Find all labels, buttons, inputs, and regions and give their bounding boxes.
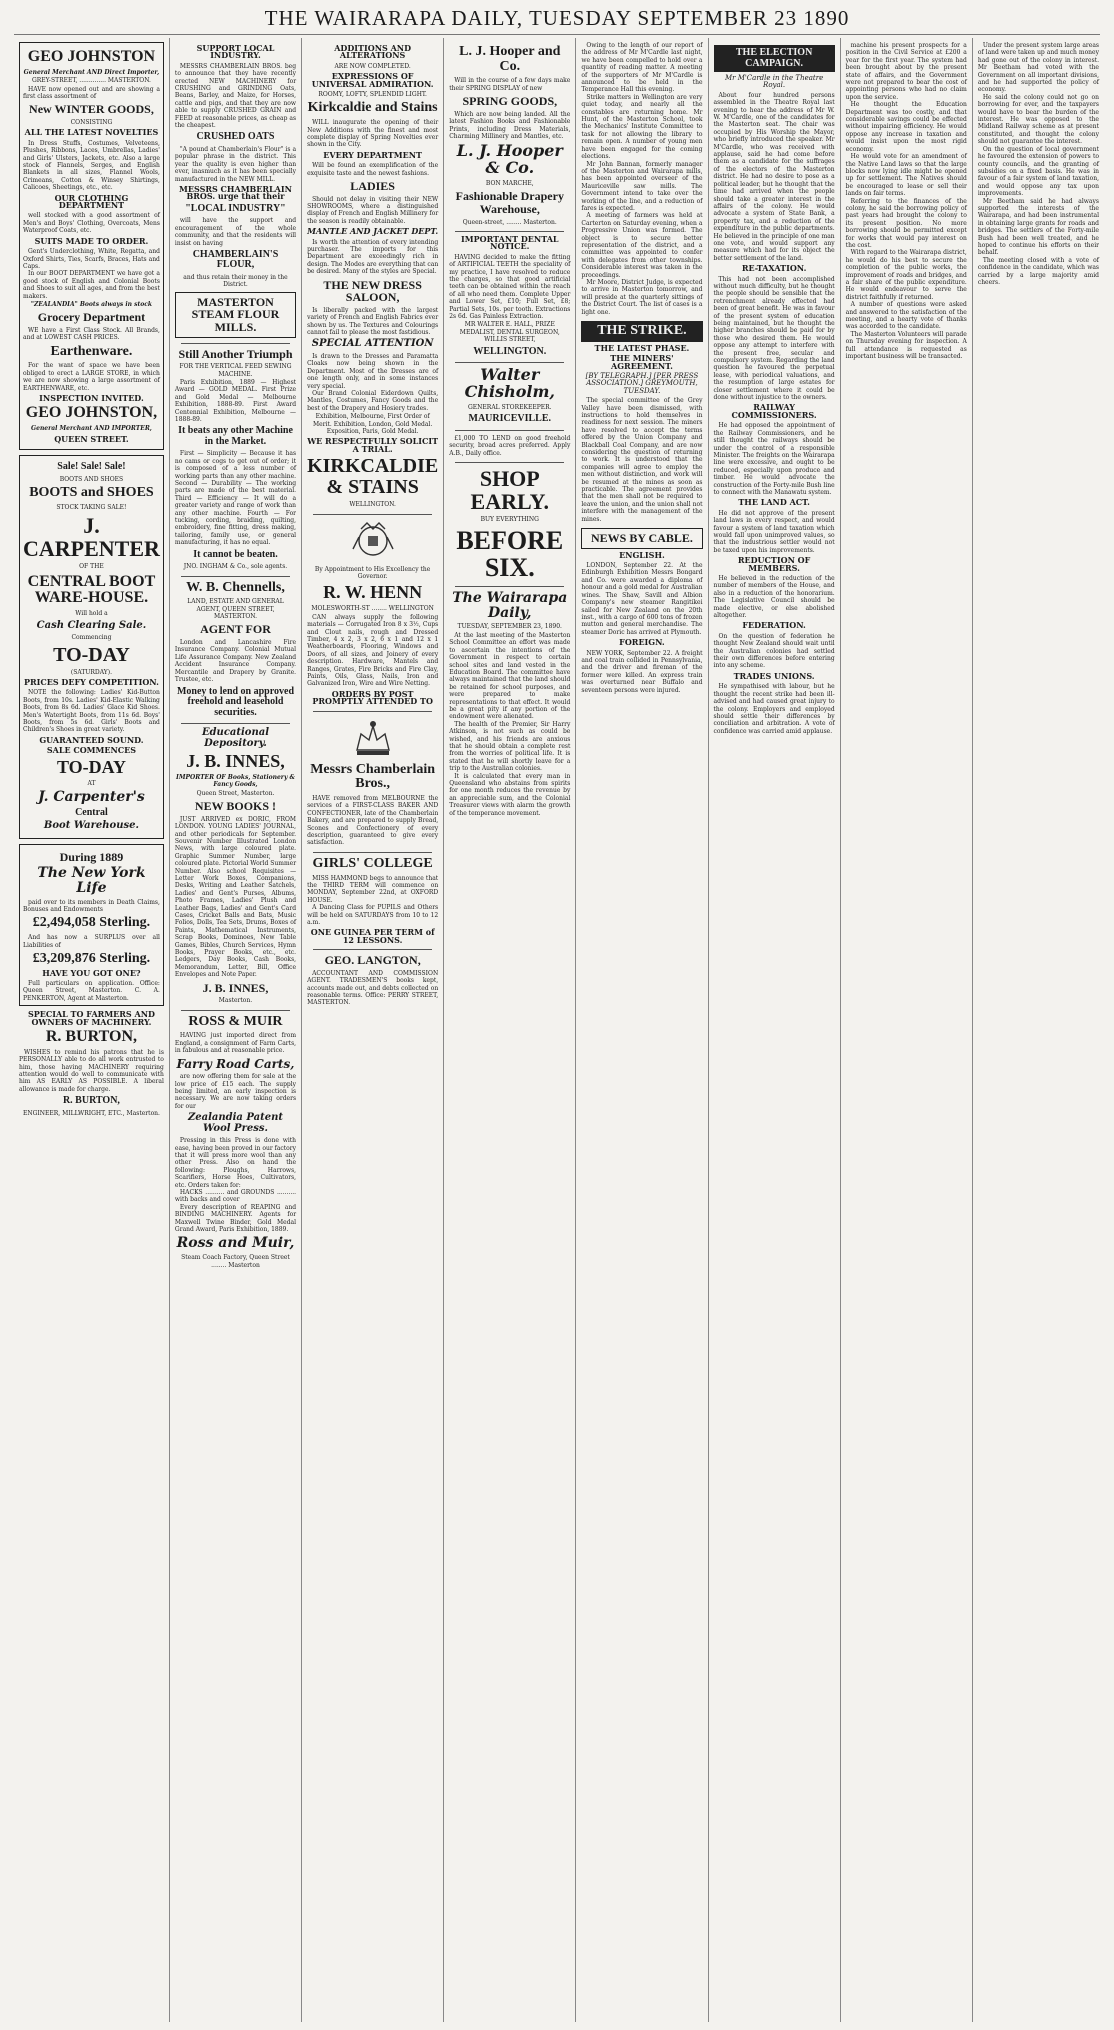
advert-text: "A pound at Chamberlain's Flour" is a popular phrase in the district. This year the quality is even higher than ever, inasmuch as it has been specially manufactured in the NEW MILL. [174,145,297,183]
advert-heading: MAURICEVILLE. [468,413,552,425]
royal-crest-icon [349,519,397,563]
advert-heading: R. BURTON, [45,1028,138,1046]
girls-college-advert [307,857,438,944]
advert-text: HACKS .......... and GROUNDS .......... with backs and cover [174,1189,297,1204]
advert-text: well stocked with a good assortment of Men's and Boys' Clothing, Overcoats, Mens Waterproof Coats, etc. [23,212,160,235]
advert-text: In Dress Stuffs, Costumes, Velveteens, Plushes, Ribbons, Laces, Umbrellas, Ladies' and Girls' Ulsters, Jackets, etc. Also a large stock of Flannels, Serges, and English Blankets in all sizes, Flannel Wools, Crimeans, Cotton & Winsey Shirtings, Calicoes, Sheetings, etc., etc. [23,139,160,192]
advert-subheading: SALE COMMENCES [46,745,137,756]
divider [455,231,564,232]
divider [181,576,290,577]
burton-advert [19,1011,164,1117]
article-text: Owing to the length of our report of the address of Mr M'Cardle last night, we have been compelled to hold over a quantity of reading matter. A meeting of the supporters of Mr M'Cardle is announced to be held in the Temperance Hall this evening. [581,42,703,94]
advert-heading: AGENT FOR [200,622,271,637]
advert-subheading: MR WALTER E. HALL, PRIZE MEDALIST, DENTAL SURGEON, WILLIS STREET, [459,321,560,344]
advert-heading: SPRING GOODS, [462,94,558,109]
advert-subheading: Queen Street, Masterton. [196,789,275,797]
masthead-rule [14,34,1100,35]
advert-subheading: SUITS MADE TO ORDER. [34,235,149,246]
article-text: Mr Beetham said he had always supported the interests of the Wairarapa, and had been instrumental in obtaining large grants for roads and bridges. The settlers of the Forty-mile Bush had been well treated, and he hoped to continue his efforts on their behalf. [977,197,1099,257]
advert-subheading: WELLINGTON. [349,501,396,509]
chennells-advert [175,581,296,718]
advert-text: MESSRS CHAMBERLAIN BROS. beg to announce that they have recently erected NEW MACHINERY for CRUSHING and GRINDING Oats, Beans, Barley, and Maize, for Horses, cattle and pigs, and that they are now able to supply CRUSHED GRAIN and FEED at reasonable prices, as cheap as the cheapest. [174,62,297,130]
article-text: He sympathised with labour, but he thought the recent strike had been ill-advised and had caused great injury to the colony. Employers and employed should settle their differences by conciliation and arbitration. A vote of confidence was carried amid applause. [713,683,835,735]
advert-heading: R. BURTON, [62,1095,120,1107]
royal-crest-icon [349,716,397,760]
advert-heading: Educational Depository. [201,727,270,749]
advert-heading: NEW BOOKS ! [194,799,277,814]
advert-heading: CHAMBERLAIN'S FLOUR, [192,248,279,271]
advert-subheading: IMPORTANT DENTAL NOTICE. [461,234,559,252]
article-text: He said the colony could not go on borrowing for ever, and the taxpayers would have to bear the burden of the interest. He was opposed to the Midland Railway scheme as at present constituted, and thought the colony should not guarantee the interest. [977,93,1099,146]
advert-text: Which are now being landed. All the latest Fashion Books and Fashionable Prints, including Dress Materials, Charming Millinery and Mantles, etc. [449,110,571,140]
divider [313,852,432,853]
advert-heading: Kirkcaldie and Stains [307,100,438,116]
advert-text: WISHES to remind his patrons that he is PERSONALLY able to do all work entrusted to him, those having MACHINERY requiring attention would do well to communicate with him AS EARLY AS POSSIBLE. A liberal allowance is made for charge. [19,1048,164,1093]
advert-subheading: STOCK TAKING SALE! [56,503,127,511]
divider [181,343,290,344]
advert-heading: Cash Clearing Sale. [36,619,147,631]
advert-text: Will in the course of a few days make their SPRING DISPLAY of new [449,77,571,92]
advert-heading: £2,494,058 Sterling. [32,915,151,931]
advert-subheading: ONE GUINEA PER TERM of 12 LESSONS. [310,927,435,945]
advert-heading: BEFORE SIX. [456,525,564,582]
advert-heading: SPECIAL ATTENTION [311,338,434,350]
election-article-continued [846,42,967,360]
advert-heading: Walter Chisholm, [464,365,555,401]
article-text: He would vote for an amendment of the Native Land laws so that the large blocks now lying idle might be opened up for settlement. The Natives should be encouraged to lease or sell their lands on fair terms. [845,153,967,198]
advert-heading: GEO. LANGTON, [324,953,421,968]
advert-heading: L. J. Hooper & Co. [456,141,563,178]
new-york-life-advert [19,844,164,1007]
advert-heading: "LOCAL INDUSTRY" [185,202,286,214]
strike-article [581,321,702,523]
column-7 [840,38,972,2022]
advert-subheading: and thus retain their money in the District. [183,273,288,289]
ross-muir-advert [175,1015,296,1269]
advert-text: Is worth the attention of every intending purchaser. The imports for this Department are exceedingly rich in design. The Modes are everything that can be desired. Many of the styles are Special. [307,238,439,276]
article-subheading: THE LATEST PHASE. [594,342,690,353]
advert-text: are now offering them for sale at the low price of £15 each. The supply being limited, an early inspection is necessary. We are now taking orders for our [174,1073,297,1110]
divider [455,430,564,431]
advert-text: London and Lancashire Fire Insurance Company. Colonial Mutual Life Assurance Company. New Zealand Accident Insurance Company. Mercantile and Drapery by Granite. Trustee, etc. [174,639,297,684]
article-text: It is calculated that every man in Queensland who abstains from spirits for one month reduces the revenue by an appreciable sum, and the Colonial Treasurer views with alarm the growth of the temperance movement. [449,772,571,817]
advert-text: Is liberally packed with the largest variety of French and English Fabrics ever shown by us. The Textures and Colourings cannot fail to please the most fastidious. [307,306,439,337]
advert-text: WE have a First Class Stock. All Brands, and at LOWEST CASH PRICES. [23,326,160,342]
advert-text: MISS HAMMOND begs to announce that the THIRD TERM will commence on MONDAY, September 22nd, at OXFORD HOUSE. [307,874,439,904]
masthead: THE WAIRARAPA DAILY, TUESDAY SEPTEMBER 23 1890 [264,6,850,30]
article-subheading: THE MINERS' AGREEMENT. [610,353,674,371]
advert-subheading: SPECIAL TO FARMERS AND OWNERS OF MACHINERY. [27,1009,155,1027]
article-text: With regard to the Wairarapa district, he would do his best to secure the completion of the public works, the improvement of roads and bridges, and a fair share of the public expenditure. He would endeavour to serve the district faithfully if returned. [845,249,967,301]
advert-subheading: Will hold a [75,610,108,618]
chamberlain-bakery-advert [307,716,438,847]
advert-heading: Messrs Chamberlain Bros., [310,761,436,792]
advert-address: GREY-STREET, .............. MASTERTON. [31,77,151,85]
advert-subheading: (SATURDAY). [70,668,113,676]
newspaper-title: The Wairarapa Daily, [452,590,568,621]
advert-subheading: HAVE YOU GOT ONE? [42,967,141,978]
advert-subheading: SUPPORT LOCAL INDUSTRY. [196,43,275,61]
hooper-advert [449,45,570,226]
advert-heading: It cannot be beaten. [193,548,278,560]
advert-heading: J. B. INNES, [202,980,269,995]
advert-heading: Ross and Muir, [176,1235,295,1252]
article-text: NEW YORK, September 22. A freight and coal train collided in Pennsylvania, and the driver and fireman of the former were killed. An express train was overturned near Buffalo and seventeen persons were injured. [581,649,703,694]
article-text: This had not been accomplished without much difficulty, but he thought the people should be sensible that the retrenchment already effected had been of great benefit. He was in favour of the present system of education being maintained, but he thought the higher branches should be paid for by those who desired them. He would oppose any attempt to interfere with the present free, secular and compulsory system. Regarding the land question he favoured the perpetual lease, with periodical valuations, and the resumption of large estates for closer settlement where it could be done without injustice to the owners. [713,275,835,402]
article-subheading: REDUCTION OF MEMBERS. [737,555,811,573]
column-2 [169,38,301,2022]
advert-text: HAVING just imported direct from England, a consignment of Farm Carts, in fabulous and at reasonable price. [174,1032,297,1055]
article-text: He did not approve of the present land laws in every respect, and would favour a system of land taxation which would fall upon unimproved values, so that the industrious settler would not be taxed upon his improvements. [713,509,835,554]
divider [313,949,432,950]
advert-heading: J. B. INNES, [186,751,285,771]
article-heading: THE STRIKE. [581,321,702,342]
article-dateline: [BY TELEGRAPH.] [PER PRESS ASSOCIATION.] GREYMOUTH, TUESDAY. [585,371,699,395]
column-3 [301,38,443,2022]
article-text: The special committee of the Grey Valley have been dismissed, with instructions to hold themselves in readiness for next session. The miners have resolved to accept the terms offered by the Union Company and Blackball Coal Company, and are now considering the question of returning to work. It is understood that the companies will agree to employ the men without distinction, and work will be resumed at the mines as soon as practicable. The agreement provides that the men shall not be required to leave the union, and the union shall not interfere with the management of the mines. [581,397,703,523]
advert-subheading: BON MARCHE, [485,180,534,187]
advert-heading: New WINTER GOODS, [29,102,154,117]
langton-advert [307,954,438,1007]
column-5 [575,38,707,2022]
advert-subheading: Steam Coach Factory, Queen Street ........ Masterton [181,1254,290,1269]
advert-heading: It beats any other Machine in the Market. [178,425,293,447]
advert-subheading: MANTLE AND JACKET DEPT. [307,226,439,237]
advert-heading: MASTERTON STEAM FLOUR MILLS. [175,292,296,338]
advert-heading: Still Another Triumph [178,346,293,361]
advert-subheading: Commencing [71,634,112,642]
advert-subheading: "ZEALANDIA" Boots always in stock [30,300,153,308]
advert-heading: CENTRAL BOOT WARE-HOUSE. [27,572,156,607]
local-news [581,42,702,316]
advert-text: JUST ARRIVED ex DORIC, FROM LONDON. YOUNG LADIES' JOURNAL, and other periodicals for September. Souvenir Number Illustrated London News, with large coloured plate. Graphic Summer Number, large coloured plate. Pictorial World Summer Number. Also school Requisites — Letter Work Boxes, Companions, Desks, Writing and Leather Satchels, Ladies' and Gent's Purses, Albums, Photo Frames, Ladies' Plush and Leather Bags, Ladies' and Gent's Card Cases, Cricket Balls and Bats, Music Folios, Dolls, Tea Sets, Drums, Boxes of Paints, Mathematical Instruments, Scrap Books, Dominoes, New Table Games, Bibles, Church Services, Hymn Books, Prayer Books, etc., etc. Ledgers, Day Books, Cash Books, Memorandum, Letter, Bill, Office Envelopes and Note Paper. [174,815,297,979]
henn-advert [307,519,438,706]
article-subheading: FEDERATION. [742,620,806,631]
innes-advert [175,728,296,1005]
article-text: About four hundred persons assembled in the Theatre Royal last evening to hear the address of Mr W. W. M'Cardle, one of the candidates for the Masterton seat. The chair was occupied by His Worship the Mayor, who briefly introduced the speaker. Mr M'Cardle, who was received with applause, said he had come before them as a candidate for the suffrages of the electors of the Masterton district. He had no desire to pose as a political leader, but he thought that the time had arrived when the people should take a greater interest in the affairs of the colony. He would advocate a system of State Bank, a property tax, and a reduction of the expenditure in the public departments. He believed in the principle of one man one vote, and would support any measure which had for its object the better settlement of the land. [713,91,835,262]
advert-heading: Sale! Sale! Sale! [57,461,126,473]
advert-subheading: OUR CLOTHING DEPARTMENT [54,192,129,211]
article-text: A number of questions were asked and answered to the satisfaction of the meeting, and a hearty vote of thanks was accorded to the candidate. [845,301,967,331]
advert-heading: Farry Road Carts, [176,1056,295,1071]
advert-subheading: GENERAL STOREKEEPER. [468,403,552,411]
advert-text: Is drawn to the Dresses and Paramatta Cloaks now being shown in the Department. Most of the Dresses are of one length only, and in some instances very special. [307,352,439,390]
advert-subheading: LAND, ESTATE AND GENERAL AGENT, QUEEN STREET, MASTERTON. [187,598,284,621]
carpenter-advert [19,455,164,839]
advert-subheading: ADDITIONS AND ALTERATIONS [334,43,412,61]
advert-text: Gent's Underclothing, White, Regatta, and Oxford Shirts, Ties, Scarfs, Braces, Hats and Caps. [23,248,160,270]
advert-heading: GEO JOHNSTON, [25,404,158,422]
editorial-date: TUESDAY, SEPTEMBER 23, 1890. [457,623,562,631]
loan-advert [449,435,570,457]
election-article [714,45,835,735]
column-1 [14,38,169,2022]
advert-text: HAVE now opened out and are showing a first class assortment of [23,85,160,101]
article-text: Strike matters in Wellington are very quiet today, and nearly all the constables are returning home. Mr Hunt, of the Masterton School, took the Mechanics' Institute Committee to task for not allowing the library to remain open. A number of young men have been engaged for the coming elections. [581,93,703,161]
advert-heading: J. CARPENTER [23,513,160,562]
article-text: The health of the Premier, Sir Harry Atkinson, is not such as could be wished, and his friends are anxious that he should obtain a complete rest from the worries of political life. It is stated that he will shortly leave for a trip to the Australian colonies. [449,720,571,773]
advert-subheading: GUARANTEED SOUND. [39,734,144,745]
dental-advert [449,236,570,357]
political-article [978,42,1099,286]
chisholm-advert [449,367,570,425]
advert-heading: The New York Life [37,865,146,896]
advert-heading: Boot Warehouse. [43,820,139,832]
article-text: He had opposed the appointment of the Railway Commissioners, and he still thought the railways should be under the control of a responsible Minister. The freights on the Wairarapa line were excessive, and ought to be reduced, especially upon produce and timber. He would advocate the construction of the Forty-mile Bush line to connect with the Manawatu system. [713,422,835,496]
advert-subheading: General Merchant AND Direct Importer, [23,68,160,76]
advert-subheading: ROOMY, LOFTY, SPLENDID LIGHT. [318,91,427,99]
article-text: On the question of federation he thought New Zealand should wait until the Australian colonies had settled their own differences before entering into any scheme. [713,632,835,670]
advert-text: Every description of REAPING and BINDING MACHINERY. Agents for Maxwell Twine Binder, Gold Medal Grand Award, Paris Exhibition, 1889. [174,1203,297,1234]
column-6 [708,38,840,2022]
article-text: Under the present system large areas of land were taken up and much money had gone out of the colony in interest. Mr Beetham had voted with the Government on all important divisions, and he had supported the policy of economy. [977,42,1099,94]
advert-text: ACCOUNTANT AND COMMISSION AGENT. TRADESMEN'S books kept, accounts made out, and debts collected on reasonable terms. Office: PERRY STREET, MASTERTON. [307,969,439,1007]
article-text: A meeting of farmers was held at Carterton on Saturday evening, when a Progressive Union was formed. The object is to secure better representation of the district, and a committee was appointed to confer with delegates from other townships. Considerable interest was taken in the proceedings. [581,212,703,279]
divider [181,723,290,724]
advert-text: In our BOOT DEPARTMENT we have got a good stock of English and Colonial Boots and Shoes to suit all ages, and from the best makers. [23,270,160,300]
advert-heading: J. Carpenter's [38,788,145,805]
article-text: The meeting closed with a vote of confidence in the candidate, which was carried by a large majority amid cheers. [977,256,1099,286]
article-subheading: ENGLISH. [619,549,665,560]
article-heading: THE ELECTION CAMPAIGN. [714,45,835,72]
advert-text: will have the support and encouragement of the whole community, and that the residents will insist on having [174,217,297,247]
column-8 [972,38,1104,2022]
editorial [449,591,570,817]
divider [455,362,564,363]
advert-text: Will be found an exemplification of the exquisite taste and the newest fashions. [307,162,439,177]
advert-text: NOTE the following: Ladies' Kid-Button Boots, from 10s. Ladies' Kid-Elastic Walking Boots, from 8s 6d. Ladies' Glace Kid Shoes. Men's Watertight Boots, from 11s 6d. Boys' Boots, from 5s 6d. Girls' Boots and Children's Shoes in great variety. [23,689,160,734]
advert-heading: £3,209,876 Sterling. [32,950,151,966]
advert-heading: GIRLS' COLLEGE [312,855,433,871]
article-heading: NEWS BY CABLE. [581,528,702,549]
article-subheading: FOREIGN. [619,637,665,648]
advert-text: WILL inaugurate the opening of their New Additions with the finest and most complete display of Spring Novelties ever shown in the City. [307,119,439,149]
advert-heading: Zealandia Patent Wool Press. [187,1112,283,1134]
article-subheading: THE LAND ACT. [738,497,810,508]
advert-text: For the want of space we have been obliged to erect a LARGE STORE, in which we are now showing a large assortment of EARTHENWARE, etc. [23,362,160,392]
advert-subheading: BOOTS AND SHOES [59,475,124,483]
advert-heading: LADIES [350,178,395,193]
advert-subheading: ORDERS BY POST PROMPTLY ATTENDED TO [312,688,433,707]
article-text: He believed in the reduction of the number of members of the House, and also in a reduction of the honorarium. The Legislative Council should be made elective, or else abolished altogether. [713,575,835,620]
shop-early-advert [449,467,570,581]
article-text: The Masterton Volunteers will parade on Thursday evening for inspection. A full attendance is requested as important business will be transacted. [845,330,967,361]
advert-heading: CRUSHED OATS [196,131,275,143]
advert-text: A Dancing Class for PUPILS and Others will be held on SATURDAYS from 10 to 12 a.m. [307,904,439,926]
article-text: On the question of local government he favoured the extension of powers to county councils, and the granting of subsidies on a fixed basis. He was in favour of a fair system of land taxation, and would oppose any tax upon improvements. [977,145,1099,198]
advert-heading: SHOP EARLY. [470,465,550,514]
advert-heading: BOOTS and SHOES [29,485,154,500]
article-subheading: TRADES UNIONS. [733,670,815,681]
advert-text: paid over to its members in Death Claims, Bonuses and Endowments [23,898,160,914]
advert-heading: During 1889 [59,849,124,864]
advert-subheading: BUY EVERYTHING [480,516,539,524]
advert-heading: TO-DAY [53,643,130,666]
article-text: machine his present prospects for a position in the Civil Service at £200 a year for the first year. The system had been brought about by the present state of affairs, and the Government were not prepared to bear the cost of appointing persons who had no claim upon the service. [845,42,967,101]
advert-subheading: CONSISTING [70,119,113,127]
advert-subheading: EXPRESSIONS OF UNIVERSAL ADMIRATION. [311,71,434,89]
advert-subheading: By Appointment to His Excellency the Governor. [314,565,431,581]
advert-heading: WELLINGTON. [473,345,547,357]
advert-subheading: Exhibition, Melbourne, First Order of Merit. Exhibition, London, Gold Medal. Exposition, Paris, Gold Medal. [313,413,433,435]
article-subheading: RE-TAXATION. [741,263,807,274]
advert-subheading: PRICES DEFY COMPETITION. [24,677,159,687]
advert-heading: Central [75,806,108,818]
article-text: Mr John Bannan, formerly manager of the Masterton and Wairarapa mills, has been appointed overseer of the Mauriceville saw mills. The Government intend to take over the working of the line, and a reduction of fares is expected. [581,160,703,212]
advert-text: And has now a SURPLUS over all Liabilities of [23,934,160,949]
cable-news [581,528,702,694]
advert-heading: THE NEW DRESS SALOON, [323,277,422,305]
article-text: Referring to the finances of the colony, he said the borrowing policy of past years had brought the colony to its present position. No more borrowing should be permitted except for works that would pay interest on the cost. [845,197,967,249]
advert-subheading: FOR THE VERTICAL FEED SEWING MACHINE. [179,363,292,378]
divider [455,462,564,463]
advert-text: First — Simplicity — Because it has no cams or cogs to get out of order; it is composed of a less number of working parts than any other machine. Second — Durability — The working parts are made of the best material. Third — Efficiency — It will do a greater variety and range of work than any other machine. Fourth — For tucking, cording, braiding, quilting, embroidery, fine fitting, dress making, tailoring, family use, or general manufacturing, it has no equal. [174,450,297,547]
advert-text: Full particulars on application. Office: Queen Street, Masterton. C. A. PENKERTON, Agent at Masterton. [23,980,160,1002]
advert-text: HAVE removed from MELBOURNE the services of a FIRST-CLASS BAKER AND CONFECTIONER, late of the Chamberlain Bakery, and are prepared to supply Bread, Scones and Confectionery of every description, guaranteed to give every satisfaction. [307,794,439,847]
advert-subheading: EVERY DEPARTMENT [323,149,422,160]
advert-text: £1,000 TO LEND on good freehold security, broad acres preferred. Apply A.B., Daily office. [449,434,571,457]
advert-heading: W. B. Chennells, [186,579,285,595]
advert-subheading: OF THE [79,563,104,571]
columns [14,38,1104,2022]
advert-text: CAN always supply the following materials — Corrugated Iron 8 x 3½, Cups and Clout nails, rough and Dressed Timber, 4 x 2, 3 x 2, 6 x 1 and 12 x 1 Weatherboards, Flooring, Windows and Doors, of all sizes, and Joinery of every description. Hardware, Mantels and Ranges, Grates, Fire Bricks and Fire Clay, Paints, Oils, Glass, Nails, Iron and Galvanized Iron, Wire and Wire Netting. [307,613,439,688]
advert-subheading: JNO. INGHAM & Co., sole agents. [183,563,288,571]
advert-subheading: Queen-street, ........ Masterton. [462,218,557,226]
advert-heading: Grocery Department [37,310,146,325]
advert-address: QUEEN STREET. [54,433,129,444]
advert-text: Should not delay in visiting their NEW SHOWROOMS, where a distinguished display of French and English Millinery for the season is readily obtainable. [307,195,439,225]
advert-subheading: ALL THE LATEST NOVELTIES [24,127,159,138]
divider [313,711,432,712]
article-text: He thought the Education Department was too costly, and that considerable savings could be effected without impairing efficiency. He would oppose any increase in taxation and would insist upon the most rigid economy. [845,101,967,153]
advert-heading: L. J. Hooper and Co. [459,44,561,74]
kirkcaldie-advert [307,45,438,509]
advert-subheading: ENGINEER, MILLWRIGHT, ETC., Masterton. [22,1109,160,1117]
article-text: Mr Moore, District Judge, is expected to arrive in Masterton tomorrow, and will preside at the quarterly sittings of the District Court. The list of cases is a light one. [581,279,703,316]
divider [455,586,564,587]
advert-heading: Money to lend on approved freehold and leasehold securities. [176,685,295,718]
advert-text: Our Brand Colonial Eiderdown Quilts, Mantles, Costumes, Fancy Goods and the best of the Drapery and Hosiery trades. [307,389,439,412]
article-text: At the last meeting of the Masterton School Committee an effort was made to ascertain the intentions of the Government in respect to certain school sites and land vested in the Education Board. The committee have always maintained that the land should be retained for school purposes, and were prepared to make representations to that effect. It would be a great pity if any portion of the endowment were alienated. [449,631,571,721]
advert-subheading: MESSRS CHAMBERLAIN BROS. urge that their [179,184,292,202]
chamberlain-advert [175,45,296,338]
advert-heading: TO-DAY [56,756,126,777]
article-text: LONDON, September 22. At the Edinburgh Exhibition Messrs Bongard and Co. were awarded a diploma of honour and a gold medal for Australian wines. The Shaw, Savill and Albion Company's new steamer Rangitikei sailed for New Zealand on the 20th inst., with a cargo of 600 tons of frozen mutton and general merchandise. The steamer Doric has arrived at Plymouth. [581,562,703,636]
advert-heading: Earthenware. [50,343,133,359]
advert-subheading: IMPORTER OF Books, Stationery & Fancy Goods, [176,773,295,789]
advert-subheading: ARE NOW COMPLETED. [334,62,411,70]
divider [181,1010,290,1011]
advert-heading: ROSS & MUIR [188,1013,283,1029]
advert-text: Pressing in this Press is done with ease, having been proved in our factory that it will press more wool than any other Press. Also on hand the following: Ploughs, Harrows, Scarifiers, Horse Hoes, Cultivators, etc. Orders taken for: [174,1137,297,1189]
article-subheading: Mr M'Cardle in the Theatre Royal. [724,74,824,90]
advert-heading: Fashionable Drapery Warehouse, [455,189,564,216]
advert-subheading: AT [87,779,96,787]
advert-text: Paris Exhibition, 1889 — Highest Award — GOLD MEDAL. First Prize and Gold Medal — Melbourne Exhibition, 1888-89. First Award Centennial Exhibition, Melbourne — 1888-89. [174,378,297,423]
advert-subheading: WE RESPECTFULLY SOLICIT A TRIAL. [307,436,439,454]
sewing-machine-advert [175,348,296,571]
advert-subheading: MOLESWORTH-ST ........ WELLINGTON [311,605,434,613]
column-4 [443,38,575,2022]
advert-heading: KIRKCALDIE & STAINS [307,455,439,499]
geo-johnston-advert [19,42,164,450]
advert-heading: R. W. HENN [323,582,423,603]
advert-subheading: INSPECTION INVITED. [39,393,144,404]
advert-heading: GEO JOHNSTON [27,48,156,65]
advert-subheading: General Merchant AND IMPORTER, [31,425,152,433]
article-subheading: RAILWAY COMMISSIONERS. [731,402,817,420]
advert-text: HAVING decided to make the fitting of ARTIFICIAL TEETH the speciality of my practice, I have resolved to reduce the charges, so that good artificial teeth can be obtained within the reach of all who need them. Complete Upper and Lower Set, £10; Full Set, £8; Partial Sets, 10s. per tooth. Extractions 2s 6d. Gas Painless Extraction. [449,253,571,321]
advert-subheading: Masterton. [218,997,253,1005]
divider [313,514,432,515]
